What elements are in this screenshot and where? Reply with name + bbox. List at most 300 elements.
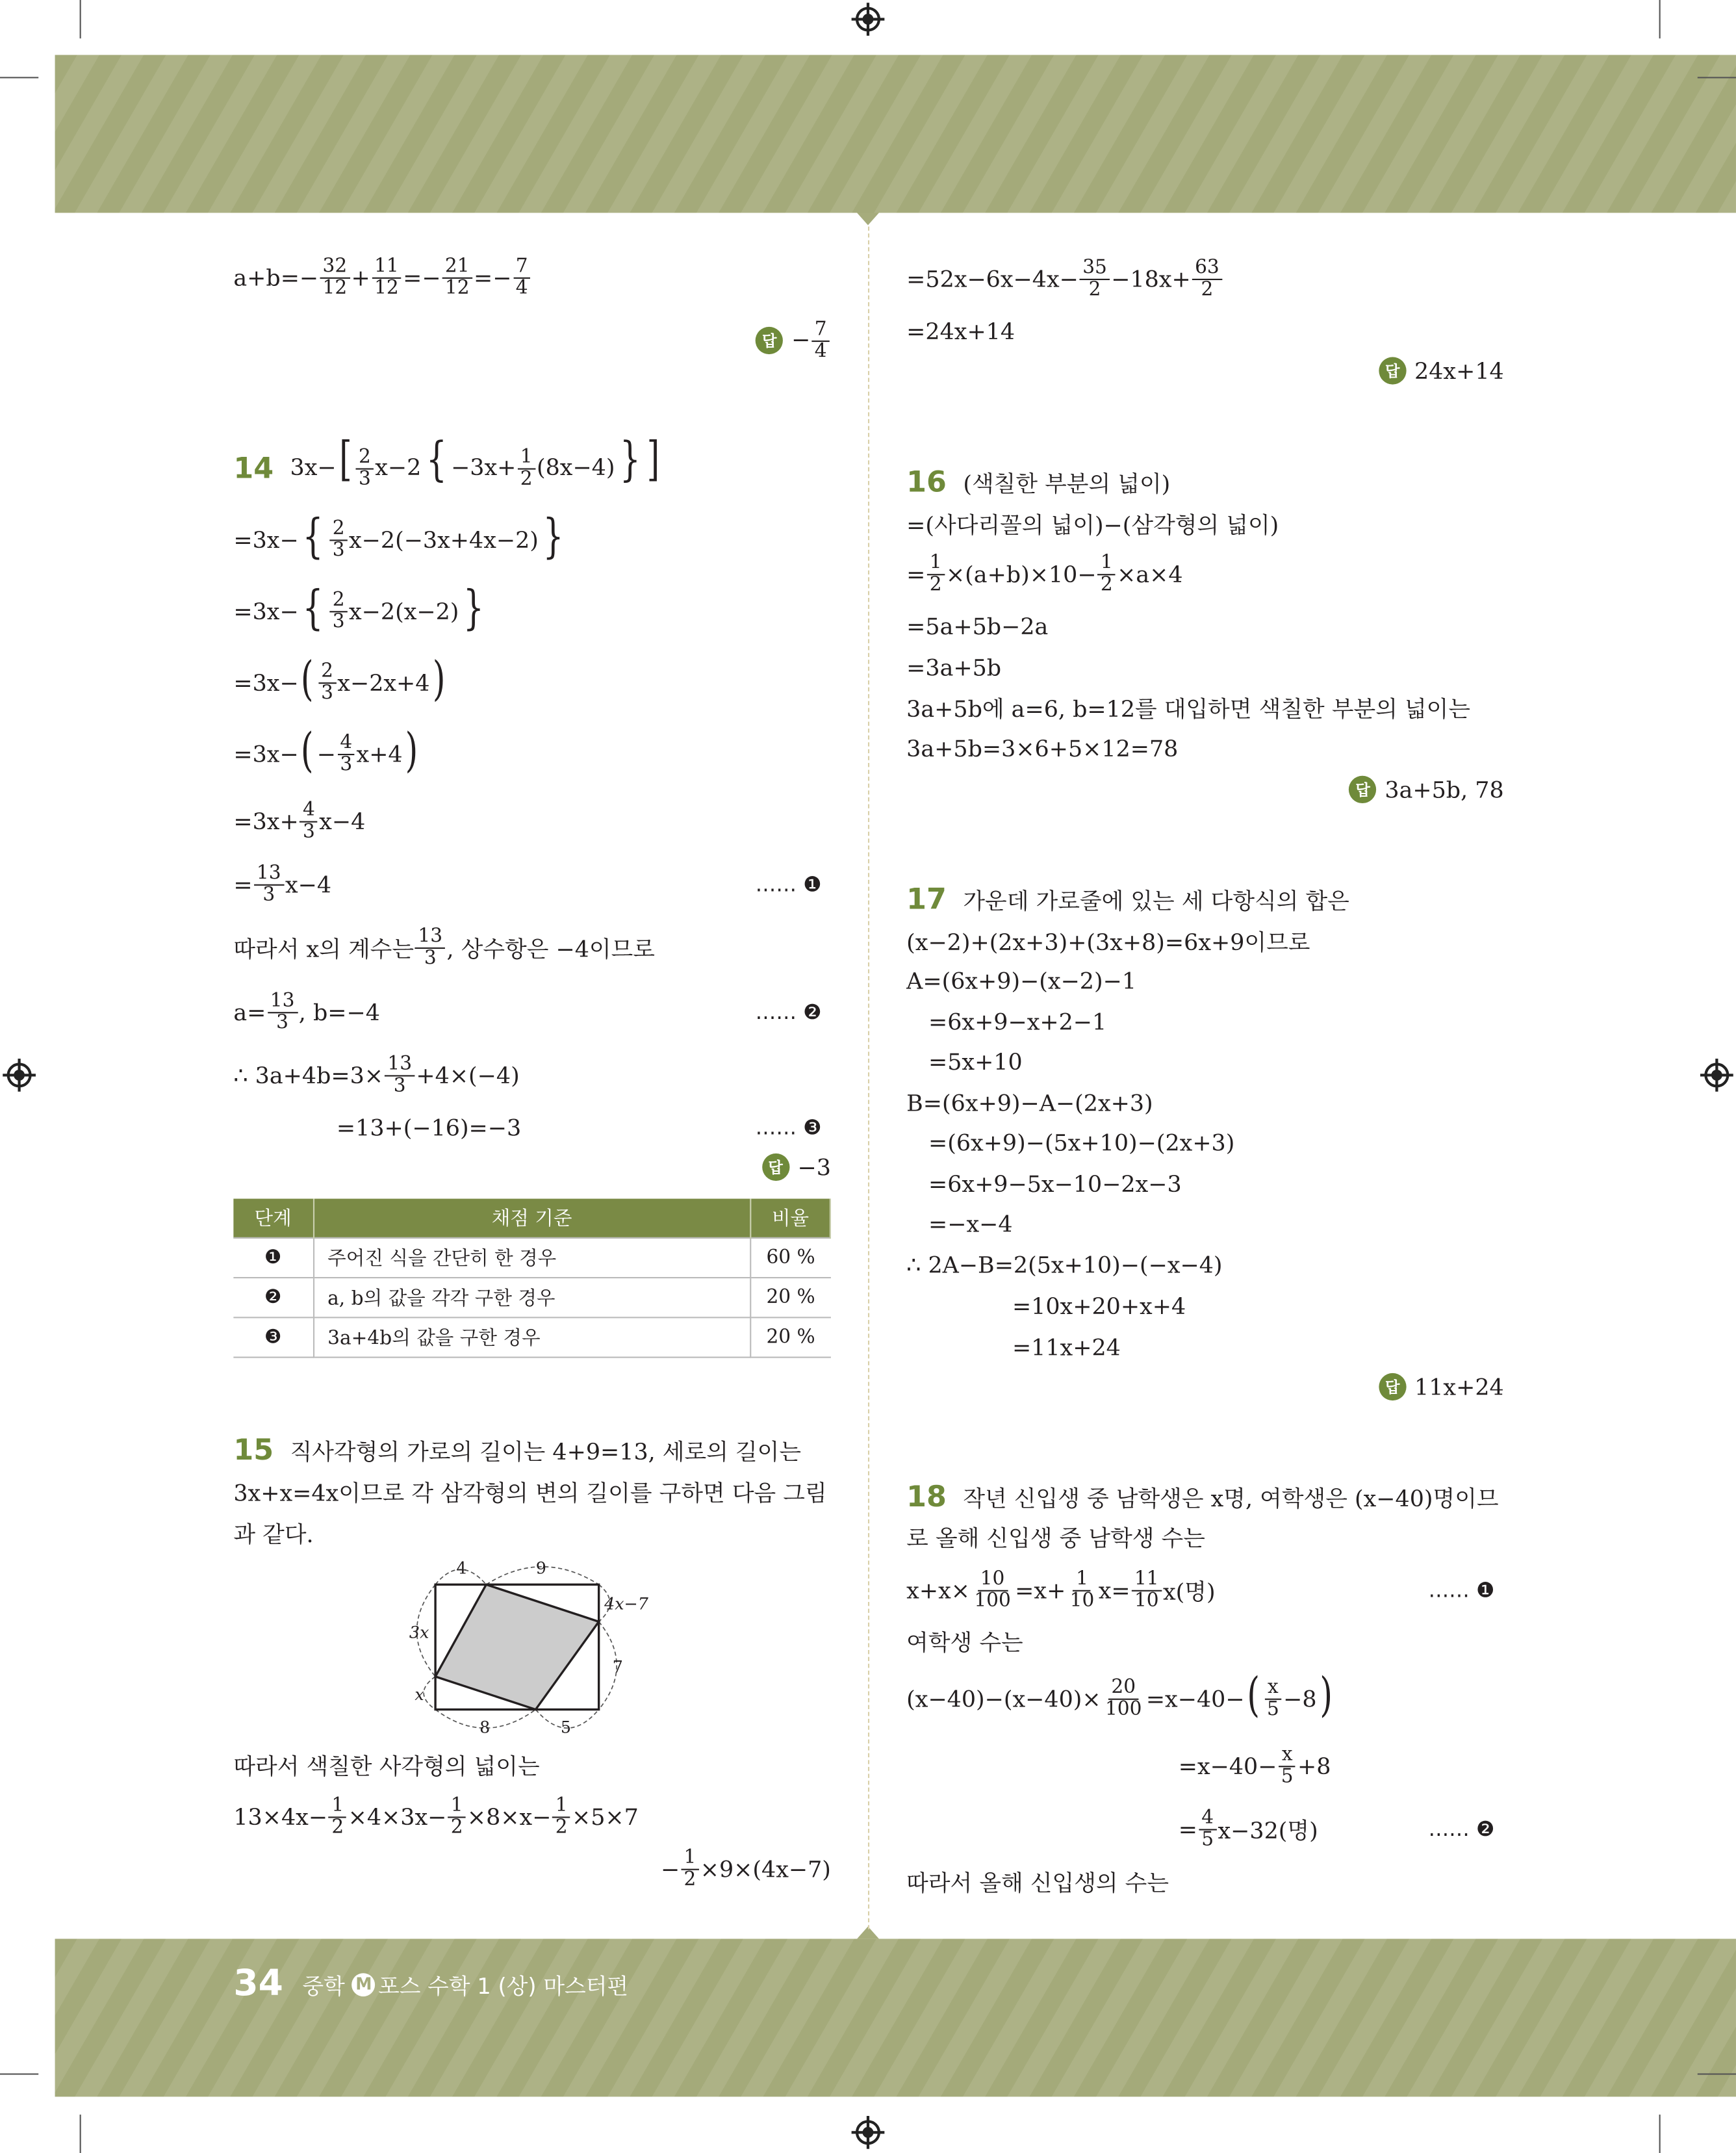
math-text: x−32(명) [1218, 1818, 1318, 1844]
problem-number: 14 [233, 452, 274, 485]
numerator: 1 [681, 1848, 698, 1870]
math-text: =−x−4 [928, 1210, 1013, 1237]
bracket: { [426, 432, 447, 487]
numerator: 4 [1199, 1808, 1216, 1830]
math-text: =x−40− [1145, 1685, 1245, 1712]
label: 8 [479, 1717, 491, 1737]
problem-18-line [906, 1480, 1498, 1514]
math-text: 따라서 색칠한 사각형의 넓이는 [233, 1753, 540, 1780]
bracket: ( [1247, 1668, 1260, 1723]
numerator: 20 [1108, 1677, 1138, 1699]
step-marker: …… ❷ [1428, 1816, 1495, 1842]
denominator: 3 [276, 1011, 289, 1033]
m-logo-icon: M [352, 1972, 376, 1996]
answer-badge: 답 [756, 327, 783, 354]
problem-number: 17 [906, 883, 947, 916]
denominator: 100 [1104, 1697, 1142, 1720]
math-text: (색칠한 부분의 넓이) [963, 471, 1171, 497]
denominator: 3 [340, 753, 353, 775]
answer [756, 318, 831, 362]
ratio-cell: 60 % [750, 1238, 830, 1278]
numerator: 13 [385, 1054, 415, 1076]
text [963, 1480, 1498, 1514]
answer-badge: 답 [762, 1154, 789, 1181]
math-text: =− [403, 264, 441, 290]
fraction [971, 1569, 1014, 1612]
denominator: 2 [555, 1816, 568, 1838]
footer-band [55, 1939, 1736, 2096]
math-text: =3x− [233, 669, 299, 696]
math-line [233, 254, 532, 299]
math-text: x−4 [319, 808, 366, 834]
math-text: =(6x+9)−(5x+10)−(2x+3) [928, 1129, 1235, 1156]
step-cell: ❸ [233, 1317, 313, 1357]
numerator: 2 [356, 447, 374, 469]
step-marker: …… ❶ [1428, 1577, 1495, 1603]
math-text: +8 [1297, 1753, 1331, 1779]
math-text: =5a+5b−2a [906, 613, 1049, 639]
math-text: =3x+ [233, 808, 299, 834]
denominator: 12 [322, 276, 348, 299]
text-line [906, 1625, 1023, 1658]
book-title: 포스 수학 1 (상) 마스터편 [378, 1972, 629, 1999]
denominator: 4 [814, 339, 827, 362]
math-text: =6x+9−x+2−1 [928, 1008, 1107, 1035]
math-text: a= [233, 999, 266, 1025]
table-header-row [233, 1199, 830, 1238]
denominator: 12 [444, 276, 470, 299]
math-text: =3x− [233, 526, 299, 553]
math-text: 11x+24 [1414, 1373, 1504, 1400]
fraction [300, 800, 318, 842]
math-text: =5x+10 [928, 1048, 1023, 1075]
numerator: 10 [978, 1569, 1008, 1591]
table-row [233, 1278, 830, 1317]
denominator: 3 [393, 1074, 406, 1097]
math-text: x−4 [285, 871, 332, 897]
math-text: = [906, 561, 926, 587]
answer-value [1414, 357, 1504, 383]
math-text: 3a+5b에 a=6, b=12를 대입하면 색칠한 부분의 넓이는 [906, 696, 1471, 723]
math-text: a+b=− [233, 264, 319, 290]
math-text: =24x+14 [906, 318, 1015, 344]
math-text: x−2(−3x+4x−2) [348, 526, 539, 553]
fraction [811, 319, 829, 361]
math-line [1012, 1330, 1121, 1363]
math-line [233, 1052, 520, 1097]
math-text: − [316, 740, 336, 767]
problem-number: 15 [233, 1433, 274, 1467]
denominator: 100 [974, 1589, 1011, 1612]
crop-mark [80, 0, 81, 38]
math-text: x−2 [375, 454, 422, 480]
math-line [906, 551, 1183, 595]
fraction [1132, 1569, 1162, 1612]
math-line [906, 256, 1223, 300]
step-cell: ❷ [233, 1278, 313, 1317]
fraction [356, 447, 374, 489]
crop-mark [0, 2073, 38, 2074]
math-text: 3a+5b, 78 [1385, 776, 1504, 803]
numerator: 1 [1073, 1569, 1091, 1591]
fraction [1192, 257, 1222, 300]
numerator: 1 [553, 1796, 570, 1818]
column-header: 비율 [750, 1199, 830, 1238]
registration-mark-icon [856, 7, 880, 32]
math-line [233, 861, 332, 906]
fraction [1098, 552, 1116, 595]
math-text: 여학생 수는 [906, 1630, 1023, 1657]
answer-value [797, 1154, 830, 1180]
denominator: 3 [303, 820, 315, 843]
math-text: ∴ 3a+4b=3× [233, 1062, 384, 1089]
math-text: ×5×7 [571, 1803, 639, 1830]
numerator: 13 [415, 926, 445, 948]
fraction [320, 256, 350, 298]
denominator: 5 [1266, 1697, 1279, 1720]
fraction [518, 447, 535, 489]
denominator: 2 [1201, 277, 1214, 300]
bracket: } [542, 509, 564, 565]
grading-table [233, 1199, 831, 1358]
numerator: 13 [268, 990, 298, 1012]
answer-badge: 답 [1349, 776, 1376, 803]
bracket: { [303, 509, 324, 565]
math-text: 작년 신입생 중 남학생은 x명, 여학생은 (x−40)명이므 [963, 1486, 1499, 1512]
crop-mark [0, 77, 38, 78]
math-text: (x−40)−(x−40)× [906, 1685, 1101, 1712]
math-text: x−2(x−2) [348, 598, 459, 625]
math-text: −3x+ [451, 454, 517, 480]
text-line [906, 1864, 1169, 1898]
problem-15-line [233, 1434, 801, 1467]
math-line [1012, 1289, 1186, 1322]
text-line [233, 1516, 313, 1549]
label: 7 [612, 1657, 623, 1677]
math-text: x+x× [906, 1577, 970, 1603]
numerator: 1 [518, 447, 535, 469]
fraction [385, 1054, 415, 1096]
math-text: =6x+9−5x−10−2x−3 [928, 1170, 1182, 1197]
numerator: 1 [448, 1796, 465, 1818]
denominator: 12 [374, 276, 399, 299]
bracket: } [463, 580, 485, 636]
math-text: = [1178, 1816, 1197, 1842]
math-text: A=(6x+9)−(x−2)−1 [906, 967, 1137, 994]
math-text: 로 올해 신입생 중 남학생 수는 [906, 1525, 1205, 1552]
fraction [318, 661, 336, 703]
math-line [233, 723, 420, 779]
shaded-quadrilateral [435, 1584, 599, 1709]
fraction [1067, 1569, 1097, 1612]
math-line [906, 1086, 1153, 1119]
answer [1379, 354, 1504, 387]
math-line [660, 1846, 831, 1890]
criteria-cell: 3a+4b의 값을 구한 경우 [313, 1317, 750, 1357]
denominator: 2 [683, 1868, 696, 1890]
math-text: −18x+ [1111, 265, 1191, 292]
math-line [1178, 1806, 1318, 1851]
math-text: 과 같다. [233, 1521, 314, 1548]
math-text: 13×4x− [233, 1803, 328, 1830]
bracket: { [303, 580, 324, 636]
crop-mark [1698, 77, 1736, 78]
math-text: x= [1098, 1577, 1130, 1603]
text-line [906, 507, 1279, 540]
math-text: =3x− [233, 740, 299, 767]
math-line [906, 1248, 1222, 1282]
fraction [442, 256, 472, 298]
math-text: =10x+20+x+4 [1012, 1293, 1186, 1319]
fraction [513, 256, 531, 298]
math-line [906, 610, 1048, 643]
denominator: 3 [359, 467, 371, 490]
math-text [290, 432, 663, 490]
numerator: 2 [330, 519, 348, 541]
answer-value [1385, 777, 1503, 803]
math-text: x+4 [356, 740, 403, 767]
crop-mark [1659, 0, 1661, 38]
math-text: (8x−4) [536, 454, 615, 480]
bracket: [ [338, 432, 352, 487]
step-marker: …… ❶ [755, 871, 822, 897]
math-line [233, 580, 489, 636]
math-text: =3x− [233, 598, 299, 625]
math-text: x−2x+4 [337, 669, 430, 696]
math-text: =− [473, 264, 512, 290]
text [963, 883, 1349, 916]
numerator: 63 [1192, 257, 1222, 279]
math-text: =x−40− [1178, 1753, 1277, 1779]
math-text: = [233, 871, 253, 897]
math-text: x(명) [1162, 1579, 1216, 1605]
math-line [233, 798, 366, 843]
fraction [681, 1848, 698, 1890]
answer [1349, 773, 1503, 806]
answer [762, 1151, 831, 1184]
page-number: 34 [233, 1963, 283, 2005]
answer-badge: 답 [1379, 1373, 1406, 1400]
numerator: 35 [1080, 257, 1110, 279]
registration-mark-icon [7, 1063, 32, 1087]
math-text: ×(a+b)×10− [945, 561, 1097, 587]
fraction [1279, 1744, 1296, 1787]
step-cell: ❶ [233, 1238, 313, 1278]
denominator: 2 [929, 573, 942, 595]
numerator: 11 [1132, 1569, 1162, 1591]
bracket: ) [1319, 1668, 1333, 1723]
numerator: 11 [372, 256, 402, 278]
math-line [233, 509, 568, 565]
math-text: =11x+24 [1012, 1334, 1121, 1360]
denominator: 3 [321, 682, 333, 704]
math-text: B=(6x+9)−A−(2x+3) [906, 1089, 1153, 1116]
math-line [1178, 1743, 1331, 1787]
math-text: =(사다리꼴의 넓이)−(삼각형의 넓이) [906, 512, 1279, 539]
answer-value [791, 319, 831, 361]
math-text: =x+ [1015, 1577, 1066, 1603]
math-text: =3a+5b [906, 654, 1002, 680]
book-prefix: 중학 [302, 1972, 345, 1999]
bracket: ) [432, 652, 446, 708]
numerator: x [1265, 1677, 1281, 1699]
fraction [448, 1796, 465, 1838]
denominator: 3 [262, 883, 275, 906]
criteria-cell: a, b의 값을 각각 구한 경우 [313, 1278, 750, 1317]
column-divider [868, 227, 869, 1929]
label: 3x [409, 1622, 429, 1642]
footer [233, 1963, 628, 2004]
math-text: 따라서 올해 신입생의 수는 [906, 1870, 1169, 1896]
label: 9 [535, 1558, 546, 1578]
math-text: ×8×x− [466, 1803, 552, 1830]
denominator: 10 [1069, 1589, 1095, 1612]
fraction [372, 256, 402, 298]
table-row [233, 1317, 830, 1357]
answer [1379, 1371, 1504, 1404]
text [963, 465, 1170, 498]
header-band [55, 55, 1736, 213]
fraction [330, 519, 348, 561]
math-text: 3x+x=4x이므로 각 삼각형의 변의 길이를 구하면 다음 그림 [233, 1480, 827, 1506]
math-line [233, 989, 380, 1033]
numerator: 4 [337, 732, 355, 754]
math-text: (x−2)+(2x+3)+(3x+8)=6x+9이므로 [906, 929, 1310, 956]
denominator: 5 [1281, 1765, 1294, 1787]
step-marker: …… ❸ [755, 1115, 822, 1140]
denominator: 3 [332, 539, 345, 561]
math-text: −8 [1283, 1685, 1317, 1712]
fraction [1103, 1677, 1145, 1720]
label: 5 [560, 1717, 571, 1737]
math-text: ∴ 2A−B=2(5x+10)−(−x−4) [906, 1251, 1223, 1278]
label: x [415, 1684, 424, 1704]
denominator: 10 [1134, 1589, 1159, 1612]
ratio-cell: 20 % [750, 1278, 830, 1317]
bracket: ) [405, 723, 418, 779]
text-line [906, 691, 1470, 724]
numerator: 1 [927, 552, 945, 574]
denominator: 2 [450, 1816, 463, 1838]
denominator: 2 [1100, 573, 1113, 595]
numerator: 21 [442, 256, 472, 278]
numerator: 7 [513, 256, 531, 278]
numerator: 1 [1098, 552, 1116, 574]
math-text: 가운데 가로줄에 있는 세 다항식의 합은 [963, 888, 1349, 915]
math-text: 직사각형의 가로의 길이는 4+9=13, 세로의 길이는 [290, 1439, 802, 1465]
fraction [553, 1796, 570, 1838]
numerator: 13 [254, 863, 284, 885]
fraction [329, 1796, 346, 1838]
math-text: =52x−6x−4x− [906, 265, 1079, 292]
math-text: +4×(−4) [416, 1062, 520, 1089]
denominator: 4 [515, 276, 528, 299]
math-line [928, 1045, 1023, 1078]
ratio-cell: 20 % [750, 1317, 830, 1357]
label: 4 [456, 1558, 467, 1578]
math-text: , b=−4 [298, 999, 380, 1025]
fraction [1199, 1808, 1216, 1851]
math-text: 따라서 x의 계수는 [233, 936, 415, 963]
math-line [906, 1567, 1216, 1612]
math-text: − [791, 326, 811, 352]
numerator: 7 [811, 319, 829, 341]
math-text: , 상수항은 −4이므로 [446, 936, 655, 963]
text [290, 1434, 802, 1467]
crop-mark [1698, 2073, 1736, 2074]
math-line [906, 732, 1178, 765]
math-text: =13+(−16)=−3 [336, 1114, 522, 1141]
math-line [906, 924, 1310, 957]
math-line [906, 964, 1136, 997]
problem-number: 16 [906, 465, 947, 498]
text-line [906, 1520, 1205, 1553]
math-text: 24x+14 [1414, 357, 1504, 384]
fraction [268, 990, 298, 1033]
registration-mark-icon [1704, 1063, 1729, 1087]
rectangle-figure [398, 1552, 673, 1744]
math-line [928, 1126, 1234, 1159]
table-row [233, 1238, 830, 1278]
denominator: 5 [1201, 1828, 1214, 1851]
problem-17-line [906, 883, 1349, 916]
bracket: ( [301, 652, 314, 708]
crop-mark [1659, 2115, 1661, 2153]
fraction [330, 589, 348, 632]
math-text: + [351, 264, 370, 290]
math-text: −3 [797, 1154, 831, 1181]
math-text: 3x− [290, 454, 337, 480]
math-text: 3a+5b=3×6+5×12=78 [906, 735, 1179, 762]
problem-14-line [233, 432, 663, 490]
text-line [233, 1748, 539, 1781]
answer-badge: 답 [1379, 357, 1406, 384]
fraction [415, 926, 445, 968]
math-line [906, 1668, 1334, 1723]
math-line [337, 1111, 521, 1144]
denominator: 2 [520, 467, 533, 490]
denominator: 3 [332, 610, 345, 632]
numerator: 1 [329, 1796, 346, 1818]
problem-16-line [906, 465, 1170, 498]
fraction [1264, 1677, 1282, 1720]
column-header: 단계 [233, 1199, 313, 1238]
numerator: 32 [320, 256, 350, 278]
bracket: } [619, 432, 641, 487]
numerator: 4 [300, 800, 318, 822]
math-line [928, 1167, 1182, 1200]
math-line [906, 315, 1015, 348]
text-line [233, 925, 655, 969]
math-line [233, 652, 448, 708]
problem-number: 18 [906, 1480, 947, 1514]
label: 4x−7 [604, 1593, 648, 1614]
denominator: 2 [331, 1816, 344, 1838]
denominator: 2 [1088, 277, 1101, 300]
step-marker: …… ❷ [755, 999, 822, 1025]
fraction [1080, 257, 1110, 300]
math-text: ×9×(4x−7) [700, 1855, 831, 1882]
math-text: ×a×4 [1117, 561, 1183, 587]
math-line [233, 1794, 639, 1838]
crop-mark [80, 2115, 81, 2153]
math-line [906, 651, 1001, 684]
math-text: − [660, 1855, 680, 1882]
numerator: x [1279, 1744, 1296, 1766]
math-line [928, 1005, 1106, 1038]
bracket: ( [301, 723, 314, 779]
math-text: ×4×3x− [348, 1803, 447, 1830]
